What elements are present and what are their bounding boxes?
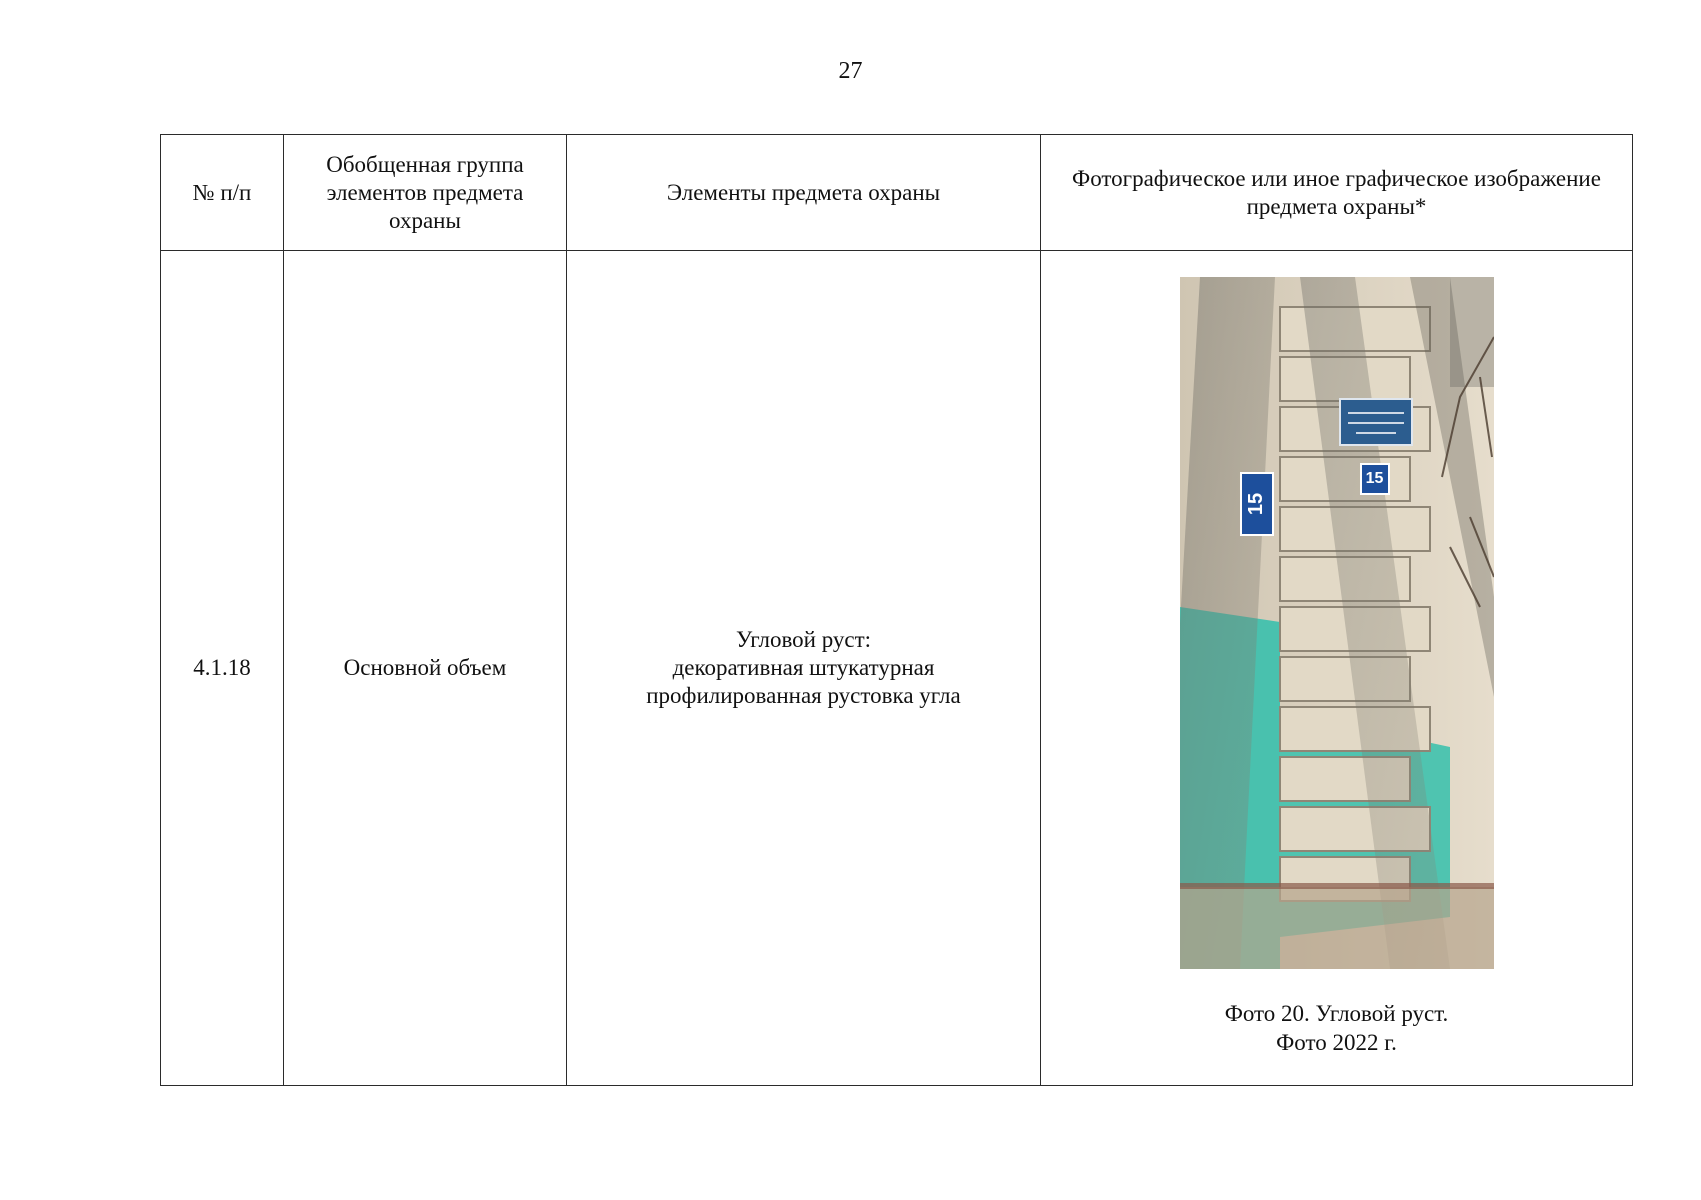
protection-items-table bbox=[160, 134, 1633, 1086]
header-number: № п/п bbox=[161, 135, 284, 251]
row-group: Основной объем bbox=[284, 251, 567, 1086]
house-number-sign-right: 15 bbox=[1360, 463, 1390, 495]
table-row bbox=[161, 251, 1633, 1086]
header-photo: Фотографическое или иное графическое изображение предмета охраны* bbox=[1041, 135, 1633, 251]
building-corner-photo bbox=[1180, 277, 1494, 969]
house-number-sign-left bbox=[1240, 472, 1274, 536]
row-number: 4.1.18 bbox=[161, 251, 284, 1086]
page-number: 27 bbox=[838, 58, 863, 84]
table-header-row bbox=[161, 135, 1633, 251]
elements-title: Угловой руст: bbox=[735, 627, 872, 652]
photo-caption-line-2: Фото 2022 г. bbox=[1276, 1030, 1397, 1055]
header-elements: Элементы предмета охраны bbox=[567, 135, 1041, 251]
row-elements bbox=[567, 251, 1041, 1086]
row-photo bbox=[1041, 251, 1633, 1086]
header-group: Обобщенная группа элементов предмета охраны bbox=[284, 135, 567, 251]
photo-caption-line-1: Фото 20. Угловой руст. bbox=[1224, 1001, 1449, 1026]
house-number-left-text: 15 bbox=[1245, 492, 1268, 516]
elements-line-2: профилированная рустовка угла bbox=[646, 683, 961, 708]
photo-caption bbox=[1053, 999, 1620, 1057]
corner-rustication-image bbox=[1180, 277, 1494, 969]
elements-line-1: декоративная штукатурная bbox=[672, 655, 935, 680]
